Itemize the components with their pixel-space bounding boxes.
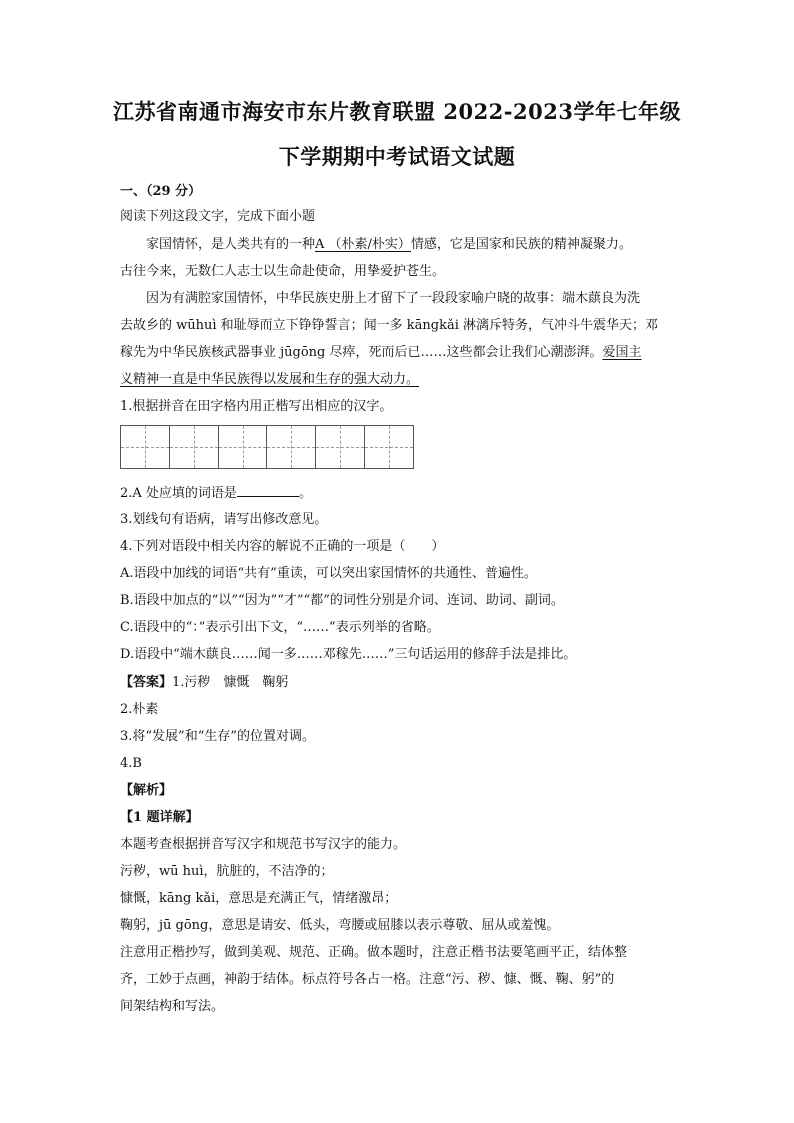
detail-text-2: 污秽，wū huì，肮脏的，不洁净的；	[120, 864, 334, 879]
detail-text-6: 齐，工妙于点画，神韵于结体。标点符号各占一格。注意“污、秽、慷、慨、鞠、躬”的	[120, 972, 615, 987]
question-4-option-a: A.语段中加线的词语“共有”重读，可以突出家国情怀的共通性、普遍性。	[120, 566, 537, 581]
question-4-option-c: C.语段中的“：”表示引出下文，“……”表示列举的省略。	[120, 620, 440, 635]
answer-4: 4.B	[120, 756, 142, 771]
passage-paragraph-1-line-2: 古往今来，无数仁人志士以生命赴使命，用挚爱护苍生。	[120, 264, 446, 279]
document-title-line-1: 江苏省南通市海安市东片教育联盟 2022-2023学年七年级	[113, 99, 681, 124]
grid-cell[interactable]	[219, 426, 268, 468]
detail-label: 【1 题详解】	[120, 810, 199, 825]
passage-paragraph-1-line-1	[146, 236, 632, 254]
answer-label: 【答案】	[120, 675, 173, 690]
instruction-text: 阅读下列这段文字，完成下面小题	[120, 209, 316, 224]
question-text: 。	[298, 486, 312, 501]
question-3: 3.划线句有语病，请写出修改意见。	[120, 512, 328, 527]
passage-paragraph-2-line-1: 因为有满腔家国情怀，中华民族史册上才留下了一段段家喻户晓的故事：端木蕻良为洗	[146, 291, 641, 306]
answer-line	[120, 674, 288, 692]
analysis-label: 【解析】	[120, 783, 173, 798]
answer-2: 2.朴素	[120, 702, 159, 717]
grid-cell[interactable]	[365, 426, 413, 468]
grid-cell[interactable]	[316, 426, 365, 468]
underlined-sentence: 爱国主	[602, 345, 642, 360]
fill-blank-a: A （朴素/朴实）	[315, 237, 411, 252]
passage-paragraph-2-line-2: 去故乡的 wūhuì 和耻辱而立下铮铮誓言；闻一多 kāngkǎi 淋漓斥特务，气冲斗牛震华天；邓	[120, 318, 659, 333]
passage-text: 稼先为中华民族核武器事业 jūgōng 尽瘁，死而后已……这些都会让我们心潮澎湃。	[120, 345, 603, 360]
detail-text-3: 慷慨，kāng kǎi，意思是充满正气，情绪激昂；	[120, 891, 398, 906]
document-title-line-2: 下学期期中考试语文试题	[278, 144, 516, 169]
question-2	[120, 484, 312, 503]
question-text: 2.A 处应填的词语是	[120, 486, 237, 501]
section-header: 一、（29 分）	[120, 184, 202, 199]
detail-text-4: 鞠躬，jū gōng，意思是请安、低头，弯腰或屈膝以表示尊敬、屈从或羞愧。	[120, 918, 560, 933]
detail-text-5: 注意用正楷抄写，做到美观、规范、正确。做本题时，注意正楷书法要笔画平正，结体整	[120, 945, 628, 960]
grid-cell[interactable]	[121, 426, 170, 468]
question-4: 4.下列对语段中相关内容的解说不正确的一项是（ ）	[120, 539, 445, 554]
answer-1: 1.污秽 慷慨 鞠躬	[172, 675, 289, 690]
detail-text-1: 本题考查根据拼音写汉字和规范书写汉字的能力。	[120, 837, 407, 852]
grid-cell[interactable]	[267, 426, 316, 468]
passage-text: 情感，它是国家和民族的精神凝聚力。	[410, 237, 632, 252]
tianzige-writing-grid[interactable]	[120, 425, 414, 469]
answer-3: 3.将“发展”和“生存”的位置对调。	[120, 729, 315, 744]
question-4-option-d: D.语段中“端木蕻良……闻一多……邓稼先……”三句话运用的修辞手法是排比。	[120, 647, 577, 662]
grid-cell[interactable]	[170, 426, 219, 468]
detail-text-7: 间架结构和写法。	[120, 999, 225, 1014]
question-4-option-b: B.语段中加点的“以”“因为”“才”“都”的词性分别是介词、连词、助词、副词。	[120, 593, 564, 608]
passage-paragraph-2-line-3	[120, 344, 642, 362]
question-1: 1.根据拼音在田字格内用正楷写出相应的汉字。	[120, 399, 393, 414]
passage-text: 家国情怀，是人类共有的一种	[146, 237, 316, 252]
answer-blank[interactable]	[237, 484, 299, 497]
underlined-sentence-continued: 义精神一直是中华民族得以发展和生存的强大动力。	[120, 372, 420, 387]
